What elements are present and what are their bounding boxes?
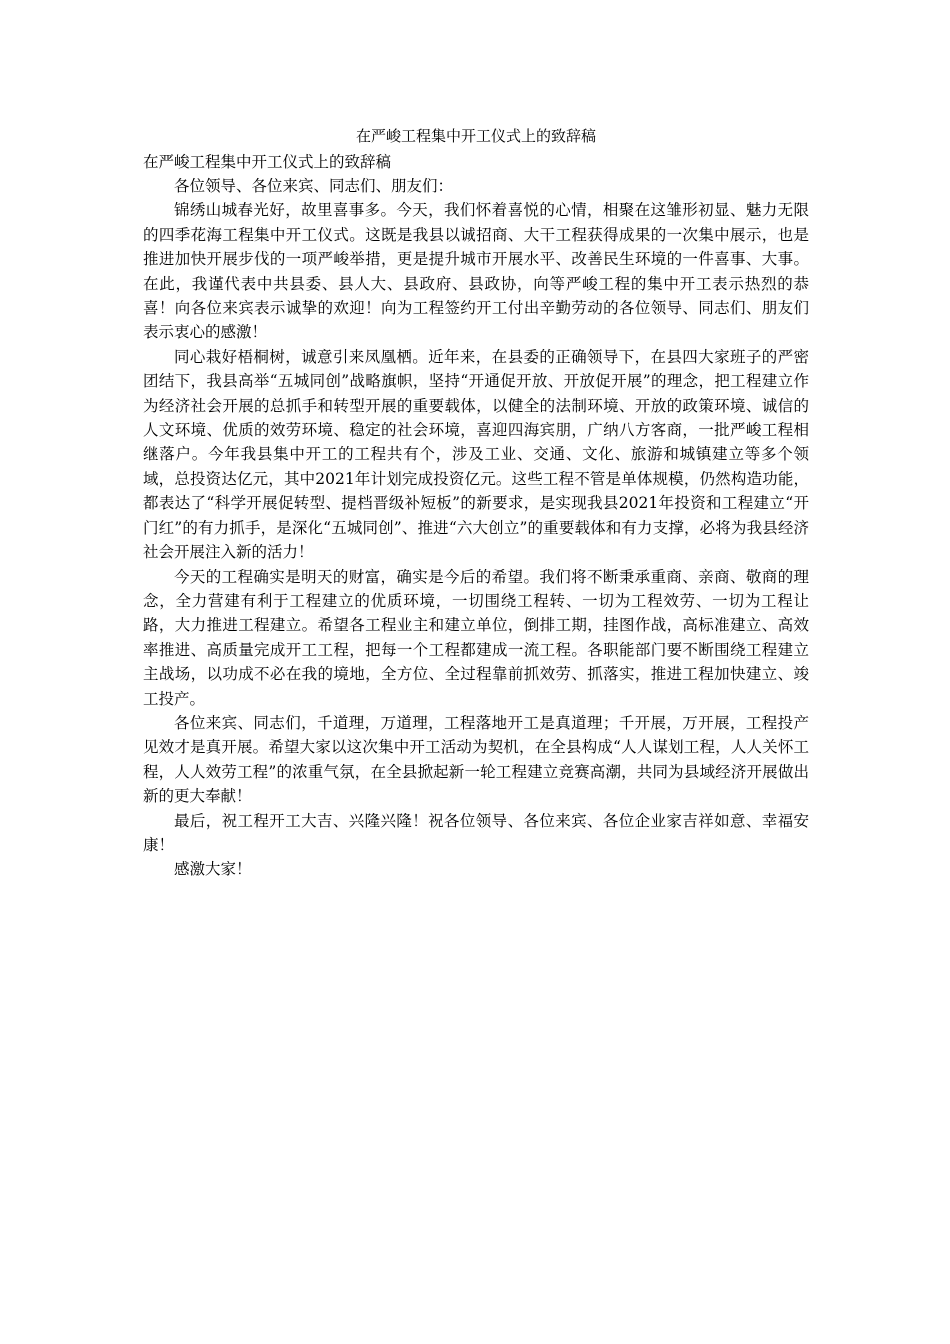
paragraph-opening: 锦绣山城春光好，故里喜事多。今天，我们怀着喜悦的心情，相聚在这雏形初显、魅力无限的四季花海工程集中开工仪式。这既是我县以诚招商、大干工程获得成果的一次集中展示，也是推进加快开展步伐的一项严峻举措，更是提升城市开展水平、改善民生环境的一件喜事、大事。在此，我谨代表中共县委、县人大、县政府、县政协，向等严峻工程的集中开工表示热烈的恭喜！向各位来宾表示诚挚的欢迎！向为工程签约开工付出辛勤劳动的各位领导、同志们、朋友们表示衷心的感激！ <box>143 201 809 342</box>
paragraph-wishes: 最后，祝工程开工大吉、兴隆兴隆！祝各位领导、各位来宾、各位企业家吉祥如意、幸福安康！ <box>143 811 809 854</box>
document-page <box>143 126 809 882</box>
paragraph-thanks: 感激大家！ <box>174 860 252 879</box>
paragraph-development: 同心栽好梧桐树，诚意引来凤凰栖。近年来，在县委的正确领导下，在县四大家班子的严密团结下，我县高举“五城同创”战略旗帜，坚持“开通促开放、开放促开展”的理念，把工程建立作为经济社会开展的总抓手和转型开展的重要载体，以健全的法制环境、开放的政策环境、诚信的人文环境、优质的效劳环境、稳定的社会环境，喜迎四海宾朋，广纳八方客商，一批严峻工程相继落户。今年我县集中开工的工程共有个，涉及工业、交通、文化、旅游和城镇建立等多个领域，总投资达亿元，其中2021年计划完成投资亿元。这些工程不管是单体规模，仍然构造功能，都表达了“科学开展促转型、提档晋级补短板”的新要求，是实现我县2021年投资和工程建立“开门红”的有力抓手，是深化“五城同创”、推进“六大创立”的重要载体和有力支撑，必将为我县经济社会开展注入新的活力！ <box>143 347 809 562</box>
document-subtitle: 在严峻工程集中开工仪式上的致辞稿 <box>143 153 392 171</box>
paragraph-greeting: 各位领导、各位来宾、同志们、朋友们： <box>174 177 454 195</box>
paragraph-commitment: 今天的工程确实是明天的财富，确实是今后的希望。我们将不断秉承重商、亲商、敬商的理念，全力营建有利于工程建立的优质环境，一切围绕工程转、一切为工程效劳、一切为工程让路，大力推进工程建立。希望各工程业主和建立单位，倒排工期，挂图作战，高标准建立、高效率推进、高质量完成开工工程，把每一个工程都建成一流工程。各职能部门要不断围绕工程建立主战场，以功成不必在我的境地，全方位、全过程靠前抓效劳、抓落实，推进工程加快建立、竣工投产。 <box>143 567 809 708</box>
document-title: 在严峻工程集中开工仪式上的致辞稿 <box>355 127 596 145</box>
paragraph-call-to-action: 各位来宾、同志们，千道理，万道理，工程落地开工是真道理；千开展，万开展，工程投产见效才是真开展。希望大家以这次集中开工活动为契机，在全县构成“人人谋划工程，人人关怀工程，人人效劳工程”的浓重气氛，在全县掀起新一轮工程建立竞赛高潮，共同为县域经济开展做出新的更大奉献！ <box>143 713 809 806</box>
